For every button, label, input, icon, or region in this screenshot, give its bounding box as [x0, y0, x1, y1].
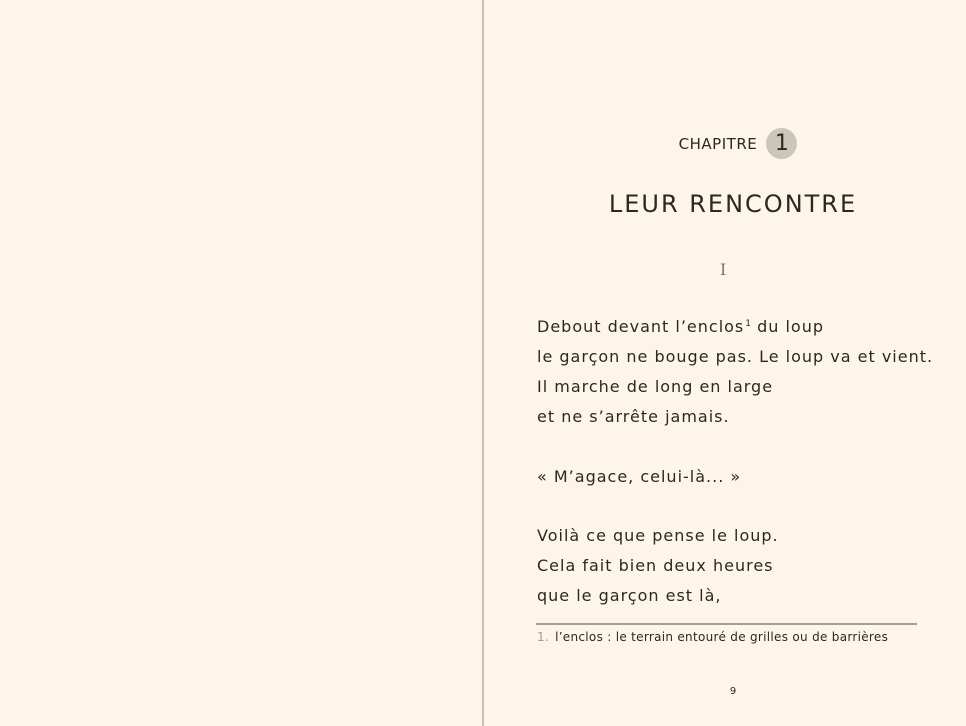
- left-page-blank: [0, 0, 482, 726]
- chapter-title: LEUR RENCONTRE: [608, 190, 858, 218]
- chapter-heading: [484, 128, 966, 164]
- verse-line[interactable]: « M’agace, celui-là... »: [537, 467, 742, 486]
- footnote-reference[interactable]: 1: [745, 318, 751, 329]
- verse-line[interactable]: Voilà ce que pense le loup.: [537, 526, 779, 545]
- chapter-label: CHAPITRE: [678, 134, 758, 153]
- page-number: 9: [729, 686, 737, 697]
- chapter-number-badge: 1: [766, 128, 797, 159]
- verse-line[interactable]: et ne s’arrête jamais.: [537, 407, 730, 426]
- footnote-number: 1.: [537, 630, 550, 644]
- right-page: [484, 0, 966, 726]
- footnote: [537, 630, 888, 644]
- footnote-divider: [536, 623, 917, 625]
- text-ibeam-icon: I: [720, 260, 727, 279]
- footnote-text: l’enclos : le terrain entouré de grilles ou de barrières: [555, 630, 889, 644]
- verse-line[interactable]: Cela fait bien deux heures: [537, 556, 774, 575]
- verse-line[interactable]: Debout devant l’enclos$^1$ du loup: [537, 317, 824, 336]
- verse-line[interactable]: que le garçon est là,: [537, 586, 722, 605]
- verse-line[interactable]: Il marche de long en large: [537, 377, 774, 396]
- verse-line[interactable]: le garçon ne bouge pas. Le loup va et vient.: [537, 347, 934, 366]
